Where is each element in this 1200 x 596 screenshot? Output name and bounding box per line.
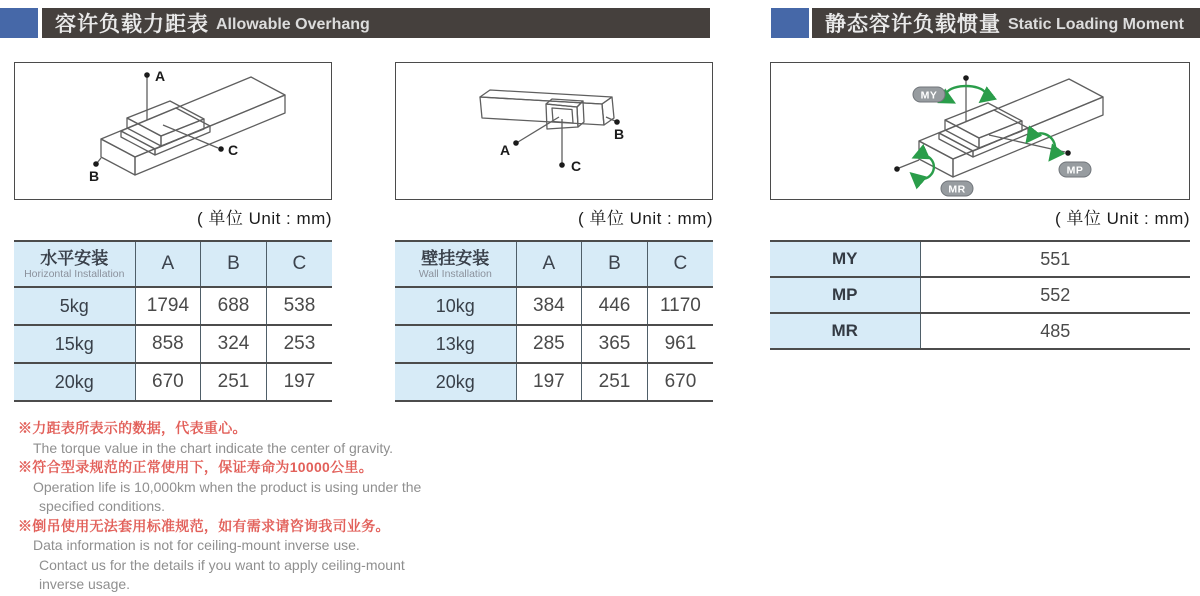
point-label-a: A (500, 142, 511, 158)
value-cell: 538 (266, 287, 332, 325)
column-header-a: A (135, 241, 201, 287)
point-label-c: C (228, 142, 239, 158)
moment-badge-my: MY (920, 89, 938, 102)
section-title-zh: 容许负载力距表 (55, 13, 209, 36)
value-cell: 384 (516, 287, 582, 325)
header-bar (812, 8, 1200, 38)
column-header-b: B (201, 241, 267, 287)
section-header-overhang (0, 8, 710, 38)
value-cell: 1794 (135, 287, 201, 325)
row-label-cell: 5kg (14, 287, 135, 325)
row-label-cell: MP (770, 277, 920, 313)
table-row (770, 277, 1190, 313)
row-label-cell: 15kg (14, 325, 135, 363)
horizontal-rail-drawing (15, 63, 331, 199)
note-zh: ※力距表所表示的数据，代表重心。 (18, 420, 247, 436)
value-cell: 1170 (647, 287, 713, 325)
moment-badge-mp: MP (1066, 164, 1084, 177)
column-header-a: A (516, 241, 582, 287)
value-cell: 365 (582, 325, 648, 363)
row-label-cell: 20kg (395, 363, 516, 401)
table-row (395, 287, 713, 325)
note-zh: ※符合型录规范的正常使用下，保证寿命为10000公里。 (18, 459, 374, 475)
table-row (395, 325, 713, 363)
section-title-en: Static Loading Moment (1008, 15, 1184, 33)
value-cell: 197 (516, 363, 582, 401)
install-type-zh: 壁挂安装 (421, 248, 490, 268)
note-en: specified conditions. (39, 498, 166, 514)
value-cell: 285 (516, 325, 582, 363)
note-en: Contact us for the details if you want to apply ceiling-mount (39, 556, 405, 573)
value-cell: 552 (920, 277, 1190, 313)
accent-square (0, 8, 38, 38)
table-header-row (14, 241, 332, 287)
row-label-cell: 20kg (14, 363, 135, 401)
note-en: Data information is not for ceiling-mount inverse use. (33, 537, 360, 553)
note-en: Operation life is 10,000km when the product is using under the (33, 478, 422, 495)
install-type-en: Horizontal Installation (24, 267, 125, 280)
moment-badge-mr: MR (948, 183, 966, 196)
unit-label: ( 单位 Unit : mm) (197, 209, 332, 228)
point-label-b: B (89, 168, 100, 184)
column-header-c: C (266, 241, 332, 287)
table-row (770, 313, 1190, 349)
row-label-cell: 10kg (395, 287, 516, 325)
diagram-wall-installation (395, 62, 713, 200)
section-header-moment (771, 8, 1200, 38)
footnotes (18, 419, 488, 595)
section-title-zh: 静态容许负载惯量 (825, 13, 1001, 36)
note-en: inverse usage. (39, 576, 131, 592)
point-label-c: C (571, 158, 582, 174)
value-cell: 485 (920, 313, 1190, 349)
diagram-horizontal-installation (14, 62, 332, 200)
install-type-en: Wall Installation (418, 267, 492, 280)
diagram-moment (770, 62, 1190, 200)
value-cell: 858 (135, 325, 201, 363)
table-row (395, 363, 713, 401)
unit-label: ( 单位 Unit : mm) (1055, 209, 1190, 228)
value-cell: 446 (582, 287, 648, 325)
table-body (14, 287, 332, 401)
table-horizontal-installation (14, 240, 332, 402)
section-title-en: Allowable Overhang (216, 15, 370, 33)
row-label-cell: MR (770, 313, 920, 349)
point-label-b: B (614, 126, 625, 142)
table-row (14, 287, 332, 325)
value-cell: 670 (647, 363, 713, 401)
wall-rail-drawing (396, 63, 712, 199)
column-header-b: B (582, 241, 648, 287)
table-body (395, 287, 713, 401)
point-label-a: A (155, 68, 166, 84)
table-wall-installation (395, 240, 713, 402)
moment-rail-drawing (771, 63, 1189, 199)
note-en: The torque value in the chart indicate the center of gravity. (33, 439, 394, 456)
value-cell: 251 (582, 363, 648, 401)
table-corner-cell (14, 241, 135, 287)
table-body (770, 241, 1190, 349)
accent-square (771, 8, 809, 38)
note-zh: ※倒吊使用无法套用标准规范，如有需求请咨询我司业务。 (18, 517, 390, 534)
table-corner-cell (395, 241, 516, 287)
value-cell: 251 (201, 363, 267, 401)
table-static-moment (770, 240, 1190, 350)
value-cell: 253 (266, 325, 332, 363)
value-cell: 324 (201, 325, 267, 363)
value-cell: 551 (920, 241, 1190, 277)
install-type-zh: 水平安装 (40, 248, 109, 268)
unit-label: ( 单位 Unit : mm) (578, 209, 713, 228)
table-header-row (395, 241, 713, 287)
row-label-cell: 13kg (395, 325, 516, 363)
table-row (770, 241, 1190, 277)
value-cell: 197 (266, 363, 332, 401)
table-row (14, 325, 332, 363)
column-header-c: C (647, 241, 713, 287)
value-cell: 961 (647, 325, 713, 363)
row-label-cell: MY (770, 241, 920, 277)
value-cell: 688 (201, 287, 267, 325)
value-cell: 670 (135, 363, 201, 401)
table-row (14, 363, 332, 401)
header-bar (42, 8, 710, 38)
